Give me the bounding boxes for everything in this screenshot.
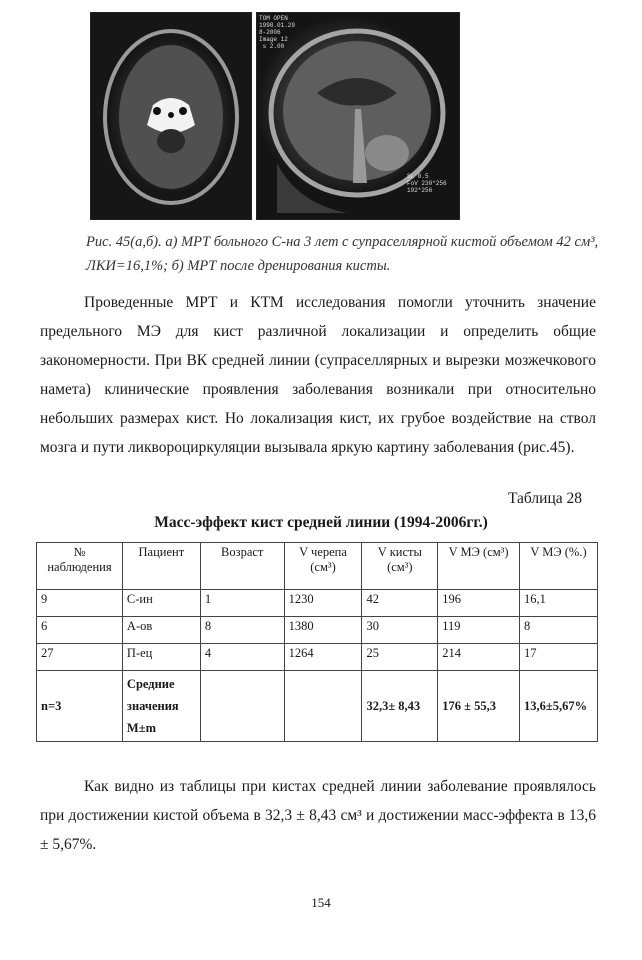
mri-figures (90, 12, 610, 220)
cell-patient: П-ец (122, 644, 200, 671)
cell-age: 8 (200, 617, 284, 644)
header-skull-volume: V черепа (см³) (284, 543, 362, 590)
page-number: 154 (311, 895, 331, 910)
cell-patient: С-ин (122, 590, 200, 617)
mri-sagittal-image (256, 12, 460, 220)
cell-mass-effect-percent: 16,1 (519, 590, 597, 617)
header-mass-effect-volume: V МЭ (см³) (438, 543, 520, 590)
header-patient: Пациент (122, 543, 200, 590)
cell-skull-volume: 1230 (284, 590, 362, 617)
summary-mass-effect-volume: 176 ± 55,3 (438, 671, 520, 742)
cell-observation: 27 (37, 644, 123, 671)
cell-skull-volume: 1380 (284, 617, 362, 644)
header-observation: № наблюдения (37, 543, 123, 590)
cell-mass-effect-volume: 196 (438, 590, 520, 617)
mri-axial-drawing (91, 13, 251, 219)
summary-label: Средние значения M±m (122, 671, 200, 742)
cell-mass-effect-percent: 17 (519, 644, 597, 671)
summary-n: n=3 (37, 671, 123, 742)
paragraph-1: Проведенные МРТ и КТМ исследования помогли уточнить значение предельного МЭ для кист различной локализации и определить общие закономерности. При ВК средней линии (супраселлярных и вырезки мозжечкового намета) клинические проявления заболевания возникали при относительно небольших размерах кист. Но локализация кист, их грубое воздействие на ствол мозга и пути ликвороциркуляции вызывала яркую картину заболевания (рис.45). (40, 294, 596, 456)
cell-age: 1 (200, 590, 284, 617)
header-age: Возраст (200, 543, 284, 590)
cell-mass-effect-volume: 119 (438, 617, 520, 644)
table-summary-row (37, 671, 598, 742)
mri-sagittal-side-text: SL 0.5 FoV 230*256 192*256 (407, 173, 447, 194)
cell-skull-volume: 1264 (284, 644, 362, 671)
table-row (37, 617, 598, 644)
cell-observation: 6 (37, 617, 123, 644)
mri-sagittal-header-text: TOM OPEN 1998.01.29 8-2006 Image 12 s 2.00 (259, 15, 296, 50)
cell-observation: 9 (37, 590, 123, 617)
table-title: Масс-эффект кист средней линии (1994-2006гг.) (154, 514, 488, 531)
mass-effect-table (36, 542, 598, 742)
summary-mass-effect-percent: 13,6±5,67% (519, 671, 597, 742)
header-cyst-volume: V кисты (см³) (362, 543, 438, 590)
table-row (37, 590, 598, 617)
figure-caption: Рис. 45(а,б). а) МРТ больного С-на 3 лет с супраселлярной кистой объемом 42 см³, ЛКИ=16,1%; б) МРТ после дренирования кисты. (86, 234, 599, 274)
cell-mass-effect-volume: 214 (438, 644, 520, 671)
cell-cyst-volume: 42 (362, 590, 438, 617)
cell-mass-effect-percent: 8 (519, 617, 597, 644)
cell-cyst-volume: 25 (362, 644, 438, 671)
summary-skull-volume (284, 671, 362, 742)
table-header-row (37, 543, 598, 590)
header-mass-effect-percent: V МЭ (%.) (519, 543, 597, 590)
summary-cyst-volume: 32,3± 8,43 (362, 671, 438, 742)
table-row (37, 644, 598, 671)
table-label: Таблица 28 (507, 490, 582, 507)
cell-patient: А-ов (122, 617, 200, 644)
cell-age: 4 (200, 644, 284, 671)
cell-cyst-volume: 30 (362, 617, 438, 644)
paragraph-2: Как видно из таблицы при кистах средней линии заболевание проявлялось при достижении кистой объема в 32,3 ± 8,43 см³ и достижении масс-эффекта в 13,6 ± 5,67%. (40, 778, 596, 853)
mri-axial-image (90, 12, 252, 220)
summary-age (200, 671, 284, 742)
